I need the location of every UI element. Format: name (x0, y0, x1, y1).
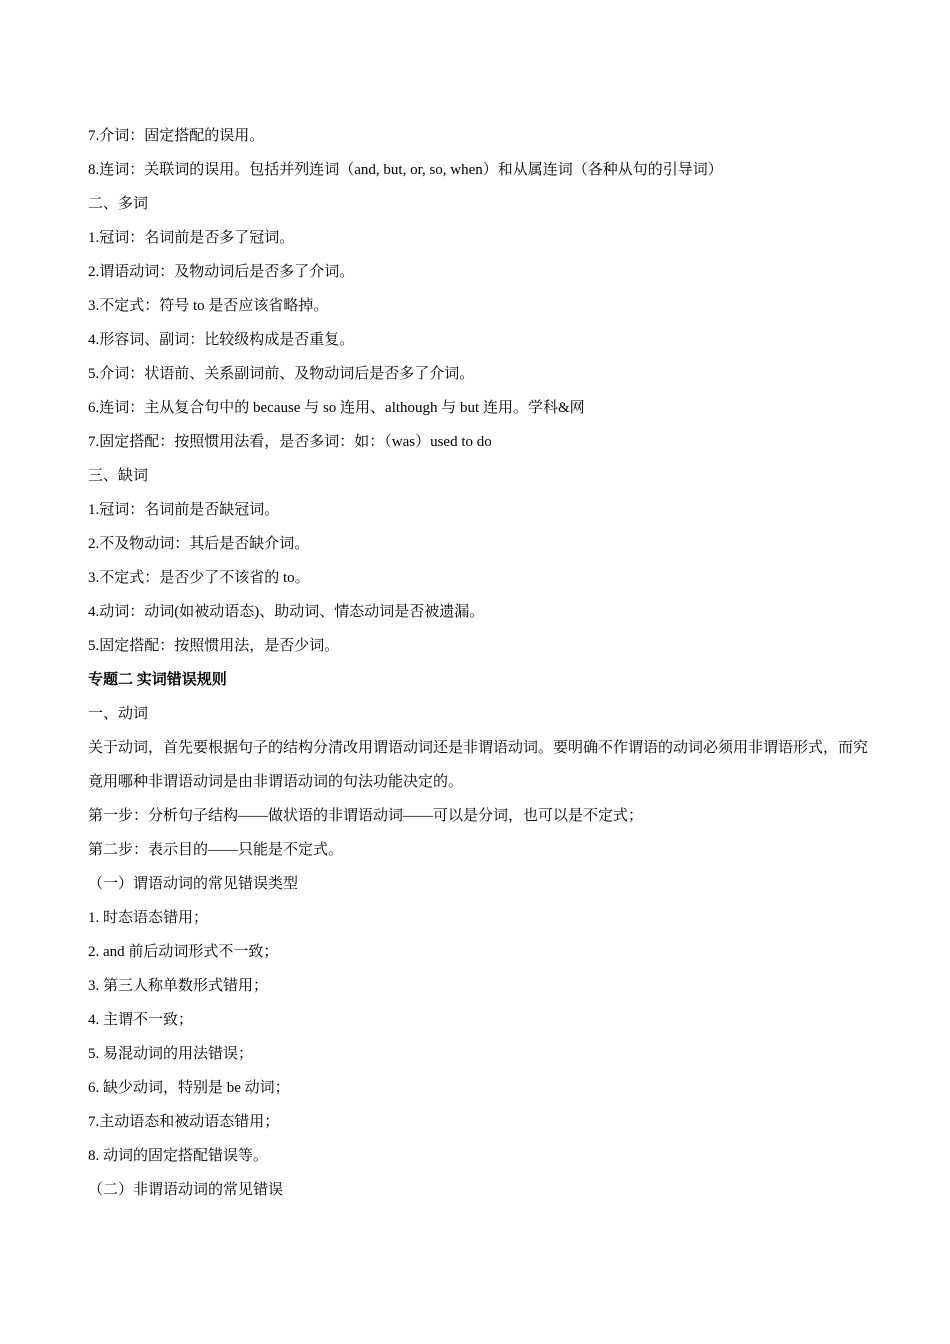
text-line: 第一步：分析句子结构——做状语的非谓语动词——可以是分词，也可以是不定式； (88, 808, 644, 824)
section-heading: 一、动词 (88, 706, 149, 722)
section-heading: 三、缺词 (88, 468, 149, 484)
text-line: 1.冠词：名词前是否缺冠词。 (88, 502, 280, 518)
text-line: 5. 易混动词的用法错误； (88, 1046, 254, 1062)
text-line: 2.谓语动词：及物动词后是否多了介词。 (88, 264, 355, 280)
text-line: 8.连词：关联词的误用。包括并列连词（and, but, or, so, when）和从属连词（各种从句的引导词） (88, 162, 723, 178)
text-line: 8. 动词的固定搭配错误等。 (88, 1148, 269, 1164)
document-page (88, 119, 868, 1207)
text-line: 4.形容词、副词：比较级构成是否重复。 (88, 332, 355, 348)
text-line: 7.介词：固定搭配的误用。 (88, 128, 265, 144)
section-heading: （一）谓语动词的常见错误类型 (88, 876, 299, 892)
section-heading: （二）非谓语动词的常见错误 (88, 1182, 284, 1198)
text-line: 4.动词：动词(如被动语态)、助动词、情态动词是否被遗漏。 (88, 604, 485, 620)
text-line: 6.连词：主从复合句中的 because 与 so 连用、although 与 but 连用。学科&网 (88, 400, 585, 416)
intro-paragraph: 关于动词，首先要根据句子的结构分清改用谓语动词还是非谓语动词。要明确不作谓语的动词必须用非谓语形式，而究竟用哪种非谓语动词是由非谓语动词的句法功能决定的。 (88, 740, 869, 790)
text-line: 2. and 前后动词形式不一致； (88, 944, 279, 960)
text-line: 3.不定式：是否少了不该省的 to。 (88, 570, 310, 586)
text-line: 4. 主谓不一致； (88, 1012, 194, 1028)
text-line: 3. 第三人称单数形式错用； (88, 978, 269, 994)
text-line: 2.不及物动词：其后是否缺介词。 (88, 536, 310, 552)
text-line: 1.冠词：名词前是否多了冠词。 (88, 230, 295, 246)
section-heading: 二、多词 (88, 196, 149, 212)
text-line: 6. 缺少动词，特别是 be 动词； (88, 1080, 290, 1096)
topic-title: 专题二 实词错误规则 (88, 672, 227, 688)
text-line: 7.固定搭配：按照惯用法看，是否多词：如：（was）used to do (88, 434, 492, 450)
text-line: 5.固定搭配：按照惯用法，是否少词。 (88, 638, 340, 654)
text-line: 3.不定式：符号 to 是否应该省略掉。 (88, 298, 329, 314)
text-line: 第二步：表示目的——只能是不定式。 (88, 842, 344, 858)
text-line: 7.主动语态和被动语态错用； (88, 1114, 280, 1130)
text-line: 5.介词：状语前、关系副词前、及物动词后是否多了介词。 (88, 366, 475, 382)
text-line: 1. 时态语态错用； (88, 910, 209, 926)
